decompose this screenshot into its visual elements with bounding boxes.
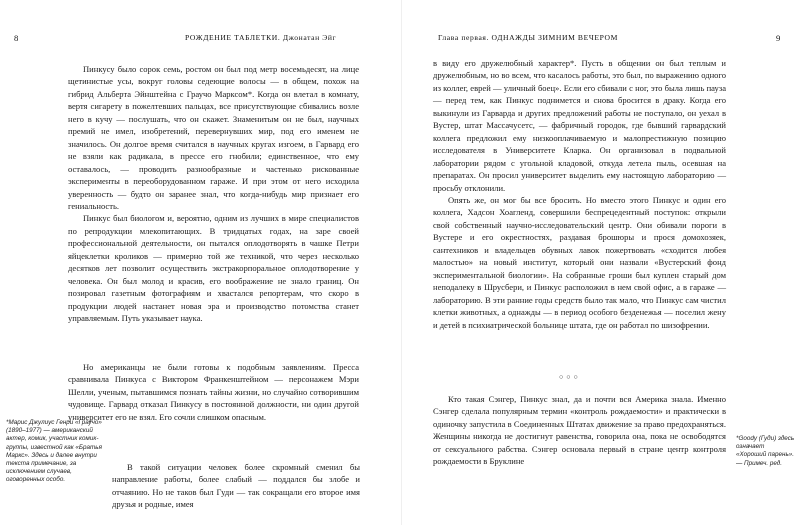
footnote-right-text: *Goody (Гуди) здесь означает «Хороший парень». — Примеч. ред. [736,435,795,467]
right-after-separator [433,393,726,468]
left-paragraph-4-block [112,461,360,511]
left-paragraph-2: Пинкус был биологом и, вероятно, одним из лучших в мире специалистов по репродукции млекопитающих. В тридцатых годах, на заре своей профессиональной деятельности, он пытался оплодотворять в чашке Петри яйцеклетки кроликов — примерно той же техникой, что через несколько десятков лет позволит осуществить экстракорпоральное оплодотворение у человека. Он был молод и красив, его воображение не знало границ. Он позировал газетным фотографиям и хвастался репортерам, что скоро в продукции людей настанет новая эра и производство потомства станет управляемым. Путь указывает наука. [68,213,359,324]
right-body-text [433,57,726,331]
footnote-left [6,419,108,485]
footnote-right [736,435,796,468]
footnote-left-text: *Марис Джулиус Генри «Граучо» (1890–1977) — американский актер, комик, участник комик-группы, известной как «Братья Маркс». Здесь и далее внутри текста примечание, за исключением случаев, оговоренных особо. [6,419,102,484]
left-paragraph-1: Пинкусу было сорок семь, ростом он был под метр восемьдесят, на лице щетинистые усы, вокруг головы седеющие волосы — в общем, похож на гибрид Альберта Эйнштейна с Граучо Марксом*. Когда он влетал в комнату, вертя сигарету в пожелтевших пальцах, все присутствующие сбивались возле него в кучу — послушать, что он скажет. Знаменитым он не был, научных премий не имел, изобретений, перевернувших мир, под его именем не значилось. Он долгое время считался в научных кругах изгоем, в Гарвард его не взяли как радикала, в прессе его гнобили; единственное, что ему оставалось, — проводить разнообразные и частенько рискованные эксперименты в переоборудованном гараже. И при этом от него исходила уверенность — будто он заранее знал, что когда-нибудь мир признает его гениальность. [68,64,359,211]
running-head-right: Глава первая. ОДНАЖДЫ ЗИМНИМ ВЕЧЕРОМ [438,33,618,42]
right-paragraph-3: Кто такая Сэнгер, Пинкус знал, да и почти вся Америка знала. Именно Сэнгер сделала популярным термин «контроль рождаемости» и практически в одиночку запустила в Соединенных Штатах движение за право предохраняться. Женщины никогда не достигнут равенства, говорила она, пока не освободятся от сексуального рабства. Сэнгер основала первый в стране центр контроля рождаемости в Бруклине [433,394,726,467]
page-number-right: 9 [776,33,781,43]
right-page [402,0,800,525]
running-head-left: РОЖДЕНИЕ ТАБЛЕТКИ. Джонатан Эйг [185,33,337,42]
page-number-left: 8 [14,33,19,43]
left-paragraph-3: Но американцы не были готовы к подобным заявлениям. Пресса сравнивала Пинкуса с Виктором Франкенштейном — персонажем Мэри Шелли, ученым, пытавшимся познать тайны жизни, но случайно сотворившим чудовище. Гарвард отказал Пинкусу в постоянной должности, ни один другой университет его не взял. Его сочли слишком опасным. [68,362,359,422]
right-paragraph-1: в виду его дружелюбный характер*. Пусть в общении он был теплым и дружелюбным, но во всем, что касалось работы, это был, по выражению одного из коллег, еврей — уличный боец». Если его сбивали с ног, это была лишь пауза — перед тем, как Пинкус поднимется и снова бросится в драку. Когда его выкинули из Гарварда и других предложений работы не поступало, он уехал в Вустер, штат Массачусетс, — фабричный городок, где бывший гарвардский коллега предложил ему низкооплачиваемую и малопрестижную позицию исследователя в Университете Кларка. Он организовал в подвальной лаборатории рядом с угольной кладовой, откуда летела пыль, осевшая на препаратах. Он просил университет выделить ему настоящую лабораторию — просьбу отклонили. [433,58,726,193]
right-paragraph-2: Опять же, он мог бы все бросить. Но вместо этого Пинкус и один его коллега, Хадсон Хоагленд, совершили беспрецедентный поступок: открыли свой собственный научно-исследовательский центр. Они обивали пороги в Вустере и его окрестностях, раздавая брошюры и прося домохозяек, сантехников и владельцев обувных лавок пожертвовать «сходится любея малостью» на новый институт, который они назвали «Вустерский фонд экспериментальной биологии». На собранные гроши был куплен старый дом неподалеку в Шрусбери, и Пинкус расположил в нем свой офис, а в гараже — лабораторию. В эти ранние годы средств было так мало, что Пинкус сам чистил клетки животных, а однажды — в период особого безденежья — поселил жену и детей в психиатрической больнице штата, где он работал по шизофрении. [433,194,726,330]
section-separator: ○○○ [559,373,581,381]
left-paragraph-4: В такой ситуации человек более скромный сменил бы направление работы, более слабый — поддался бы злобе и отчаянию. Но не таков был Гуди — так сокращали его второе имя друзья и родные, имея [112,462,360,510]
left-body-text [68,63,359,325]
left-paragraph-3-block [68,361,359,423]
